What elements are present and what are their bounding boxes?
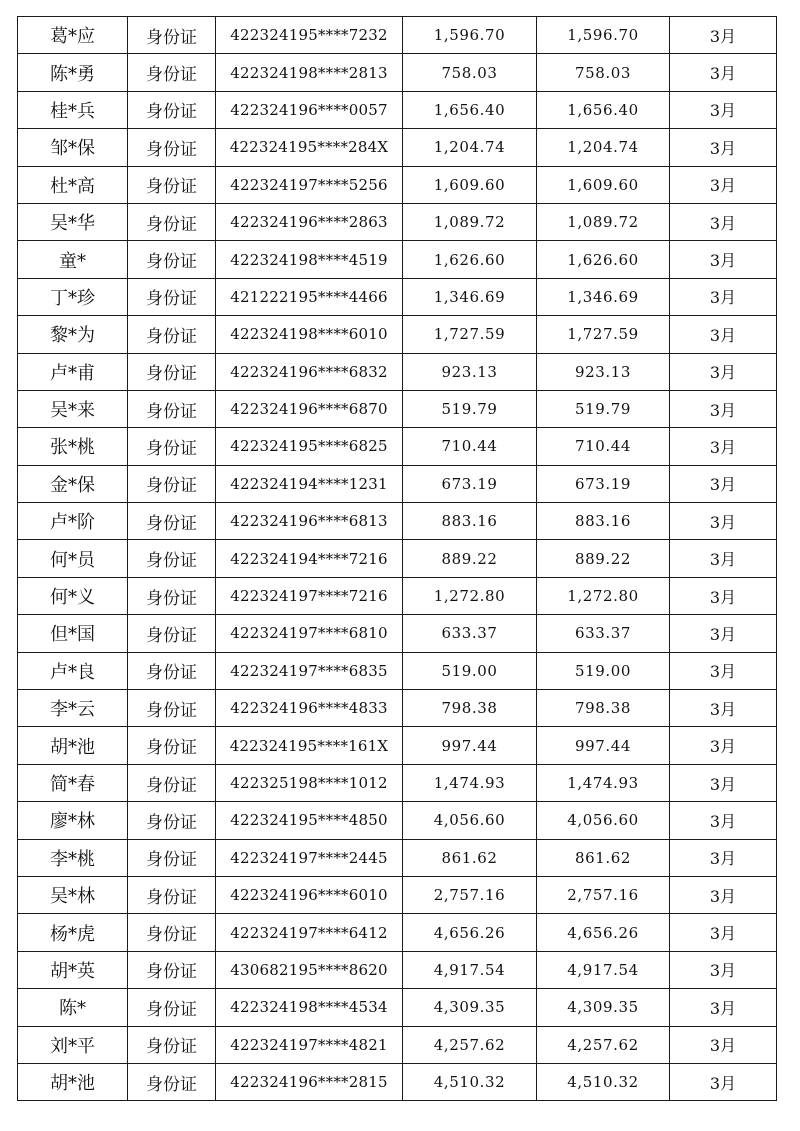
id-number-cell: 422324197****2445: [216, 839, 403, 876]
month-cell: 3月: [670, 54, 777, 91]
id-number-cell: 422324196****0057: [216, 91, 403, 128]
amount-cell: 1,656.40: [403, 91, 537, 128]
id-number-cell: 422324195****7232: [216, 17, 403, 54]
amount-cell: 519.00: [403, 652, 537, 689]
month-cell: 3月: [670, 17, 777, 54]
table-row: [18, 690, 777, 727]
month-cell: 3月: [670, 727, 777, 764]
id-number-cell: 422324198****4519: [216, 241, 403, 278]
name-cell: 卢*阶: [18, 503, 128, 540]
table-row: [18, 54, 777, 91]
month-cell: 3月: [670, 764, 777, 801]
id-type-cell: 身份证: [128, 989, 216, 1026]
name-cell: 何*义: [18, 577, 128, 614]
paid-amount-cell: 1,656.40: [537, 91, 670, 128]
id-type-cell: 身份证: [128, 17, 216, 54]
table-row: [18, 727, 777, 764]
amount-cell: 673.19: [403, 465, 537, 502]
id-number-cell: 421222195****4466: [216, 278, 403, 315]
month-cell: 3月: [670, 690, 777, 727]
amount-cell: 4,257.62: [403, 1026, 537, 1063]
month-cell: 3月: [670, 316, 777, 353]
id-number-cell: 422324198****2813: [216, 54, 403, 91]
month-cell: 3月: [670, 390, 777, 427]
table-row: [18, 951, 777, 988]
table-row: [18, 503, 777, 540]
amount-cell: 997.44: [403, 727, 537, 764]
id-type-cell: 身份证: [128, 129, 216, 166]
amount-cell: 1,204.74: [403, 129, 537, 166]
paid-amount-cell: 4,656.26: [537, 914, 670, 951]
month-cell: 3月: [670, 278, 777, 315]
name-cell: 张*桃: [18, 428, 128, 465]
name-cell: 何*员: [18, 540, 128, 577]
id-type-cell: 身份证: [128, 353, 216, 390]
id-number-cell: 422324197****5256: [216, 166, 403, 203]
name-cell: 刘*平: [18, 1026, 128, 1063]
month-cell: 3月: [670, 951, 777, 988]
id-number-cell: 422324196****2815: [216, 1063, 403, 1100]
id-type-cell: 身份证: [128, 503, 216, 540]
id-type-cell: 身份证: [128, 540, 216, 577]
table-row: [18, 652, 777, 689]
name-cell: 邹*保: [18, 129, 128, 166]
month-cell: 3月: [670, 540, 777, 577]
amount-cell: 1,346.69: [403, 278, 537, 315]
id-type-cell: 身份证: [128, 764, 216, 801]
table-row: [18, 166, 777, 203]
amount-cell: 1,272.80: [403, 577, 537, 614]
name-cell: 丁*珍: [18, 278, 128, 315]
id-number-cell: 422324197****4821: [216, 1026, 403, 1063]
month-cell: 3月: [670, 353, 777, 390]
id-type-cell: 身份证: [128, 390, 216, 427]
table-row: [18, 428, 777, 465]
table-row: [18, 914, 777, 951]
name-cell: 胡*英: [18, 951, 128, 988]
paid-amount-cell: 2,757.16: [537, 876, 670, 913]
amount-cell: 4,056.60: [403, 802, 537, 839]
name-cell: 黎*为: [18, 316, 128, 353]
paid-amount-cell: 758.03: [537, 54, 670, 91]
paid-amount-cell: 997.44: [537, 727, 670, 764]
id-type-cell: 身份证: [128, 91, 216, 128]
table-row: [18, 316, 777, 353]
id-type-cell: 身份证: [128, 802, 216, 839]
name-cell: 陈*: [18, 989, 128, 1026]
table-row: [18, 802, 777, 839]
month-cell: 3月: [670, 577, 777, 614]
month-cell: 3月: [670, 802, 777, 839]
paid-amount-cell: 1,089.72: [537, 203, 670, 240]
paid-amount-cell: 1,474.93: [537, 764, 670, 801]
id-type-cell: 身份证: [128, 54, 216, 91]
id-number-cell: 422324196****4833: [216, 690, 403, 727]
amount-cell: 4,309.35: [403, 989, 537, 1026]
table-row: [18, 1026, 777, 1063]
amount-cell: 758.03: [403, 54, 537, 91]
paid-amount-cell: 4,510.32: [537, 1063, 670, 1100]
paid-amount-cell: 4,917.54: [537, 951, 670, 988]
id-type-cell: 身份证: [128, 166, 216, 203]
id-number-cell: 422324196****6832: [216, 353, 403, 390]
name-cell: 杜*高: [18, 166, 128, 203]
table-row: [18, 615, 777, 652]
month-cell: 3月: [670, 876, 777, 913]
id-type-cell: 身份证: [128, 465, 216, 502]
month-cell: 3月: [670, 989, 777, 1026]
paid-amount-cell: 1,346.69: [537, 278, 670, 315]
month-cell: 3月: [670, 241, 777, 278]
name-cell: 吴*来: [18, 390, 128, 427]
paid-amount-cell: 1,609.60: [537, 166, 670, 203]
id-type-cell: 身份证: [128, 839, 216, 876]
table-row: [18, 353, 777, 390]
id-type-cell: 身份证: [128, 1026, 216, 1063]
id-number-cell: 422324195****6825: [216, 428, 403, 465]
id-number-cell: 422324197****6835: [216, 652, 403, 689]
id-number-cell: 422324194****7216: [216, 540, 403, 577]
name-cell: 桂*兵: [18, 91, 128, 128]
month-cell: 3月: [670, 166, 777, 203]
id-type-cell: 身份证: [128, 1063, 216, 1100]
month-cell: 3月: [670, 129, 777, 166]
id-type-cell: 身份证: [128, 914, 216, 951]
id-type-cell: 身份证: [128, 951, 216, 988]
id-number-cell: 422324197****7216: [216, 577, 403, 614]
name-cell: 杨*虎: [18, 914, 128, 951]
name-cell: 陈*勇: [18, 54, 128, 91]
amount-cell: 4,656.26: [403, 914, 537, 951]
amount-cell: 1,626.60: [403, 241, 537, 278]
name-cell: 金*保: [18, 465, 128, 502]
name-cell: 葛*应: [18, 17, 128, 54]
name-cell: 胡*池: [18, 1063, 128, 1100]
paid-amount-cell: 1,626.60: [537, 241, 670, 278]
id-number-cell: 422324197****6412: [216, 914, 403, 951]
paid-amount-cell: 798.38: [537, 690, 670, 727]
name-cell: 卢*良: [18, 652, 128, 689]
id-number-cell: 422324198****6010: [216, 316, 403, 353]
id-number-cell: 422324198****4534: [216, 989, 403, 1026]
id-type-cell: 身份证: [128, 203, 216, 240]
id-number-cell: 422324194****1231: [216, 465, 403, 502]
month-cell: 3月: [670, 1026, 777, 1063]
table-row: [18, 390, 777, 427]
amount-cell: 1,474.93: [403, 764, 537, 801]
id-number-cell: 422324196****2863: [216, 203, 403, 240]
id-type-cell: 身份证: [128, 690, 216, 727]
id-number-cell: 422324195****161X: [216, 727, 403, 764]
table-row: [18, 989, 777, 1026]
amount-cell: 923.13: [403, 353, 537, 390]
id-type-cell: 身份证: [128, 652, 216, 689]
table-row: [18, 577, 777, 614]
name-cell: 吴*华: [18, 203, 128, 240]
id-type-cell: 身份证: [128, 428, 216, 465]
id-number-cell: 430682195****8620: [216, 951, 403, 988]
paid-amount-cell: 4,056.60: [537, 802, 670, 839]
id-type-cell: 身份证: [128, 727, 216, 764]
paid-amount-cell: 1,727.59: [537, 316, 670, 353]
amount-cell: 633.37: [403, 615, 537, 652]
name-cell: 李*桃: [18, 839, 128, 876]
month-cell: 3月: [670, 428, 777, 465]
payment-table-body: [18, 17, 777, 1101]
paid-amount-cell: 519.00: [537, 652, 670, 689]
id-type-cell: 身份证: [128, 241, 216, 278]
name-cell: 简*春: [18, 764, 128, 801]
amount-cell: 861.62: [403, 839, 537, 876]
name-cell: 廖*林: [18, 802, 128, 839]
month-cell: 3月: [670, 203, 777, 240]
month-cell: 3月: [670, 503, 777, 540]
paid-amount-cell: 883.16: [537, 503, 670, 540]
id-type-cell: 身份证: [128, 278, 216, 315]
id-number-cell: 422324196****6870: [216, 390, 403, 427]
table-row: [18, 278, 777, 315]
table-row: [18, 129, 777, 166]
amount-cell: 883.16: [403, 503, 537, 540]
name-cell: 童*: [18, 241, 128, 278]
paid-amount-cell: 4,309.35: [537, 989, 670, 1026]
month-cell: 3月: [670, 1063, 777, 1100]
id-number-cell: 422324197****6810: [216, 615, 403, 652]
name-cell: 李*云: [18, 690, 128, 727]
table-row: [18, 91, 777, 128]
name-cell: 但*国: [18, 615, 128, 652]
table-row: [18, 540, 777, 577]
month-cell: 3月: [670, 91, 777, 128]
paid-amount-cell: 710.44: [537, 428, 670, 465]
table-row: [18, 839, 777, 876]
month-cell: 3月: [670, 615, 777, 652]
amount-cell: 710.44: [403, 428, 537, 465]
amount-cell: 889.22: [403, 540, 537, 577]
paid-amount-cell: 633.37: [537, 615, 670, 652]
table-row: [18, 241, 777, 278]
paid-amount-cell: 889.22: [537, 540, 670, 577]
name-cell: 吴*林: [18, 876, 128, 913]
amount-cell: 798.38: [403, 690, 537, 727]
paid-amount-cell: 673.19: [537, 465, 670, 502]
id-number-cell: 422324195****4850: [216, 802, 403, 839]
id-number-cell: 422324196****6010: [216, 876, 403, 913]
amount-cell: 1,089.72: [403, 203, 537, 240]
id-number-cell: 422325198****1012: [216, 764, 403, 801]
name-cell: 卢*甫: [18, 353, 128, 390]
id-number-cell: 422324195****284X: [216, 129, 403, 166]
month-cell: 3月: [670, 652, 777, 689]
amount-cell: 2,757.16: [403, 876, 537, 913]
table-row: [18, 764, 777, 801]
paid-amount-cell: 923.13: [537, 353, 670, 390]
name-cell: 胡*池: [18, 727, 128, 764]
id-type-cell: 身份证: [128, 316, 216, 353]
month-cell: 3月: [670, 914, 777, 951]
amount-cell: 4,917.54: [403, 951, 537, 988]
id-type-cell: 身份证: [128, 577, 216, 614]
table-row: [18, 1063, 777, 1100]
amount-cell: 1,609.60: [403, 166, 537, 203]
amount-cell: 1,727.59: [403, 316, 537, 353]
paid-amount-cell: 861.62: [537, 839, 670, 876]
id-number-cell: 422324196****6813: [216, 503, 403, 540]
table-row: [18, 203, 777, 240]
month-cell: 3月: [670, 839, 777, 876]
id-type-cell: 身份证: [128, 876, 216, 913]
id-type-cell: 身份证: [128, 615, 216, 652]
table-row: [18, 465, 777, 502]
paid-amount-cell: 1,596.70: [537, 17, 670, 54]
amount-cell: 519.79: [403, 390, 537, 427]
amount-cell: 4,510.32: [403, 1063, 537, 1100]
month-cell: 3月: [670, 465, 777, 502]
paid-amount-cell: 1,272.80: [537, 577, 670, 614]
table-row: [18, 17, 777, 54]
paid-amount-cell: 1,204.74: [537, 129, 670, 166]
table-row: [18, 876, 777, 913]
paid-amount-cell: 519.79: [537, 390, 670, 427]
paid-amount-cell: 4,257.62: [537, 1026, 670, 1063]
amount-cell: 1,596.70: [403, 17, 537, 54]
payment-table: [17, 16, 777, 1101]
